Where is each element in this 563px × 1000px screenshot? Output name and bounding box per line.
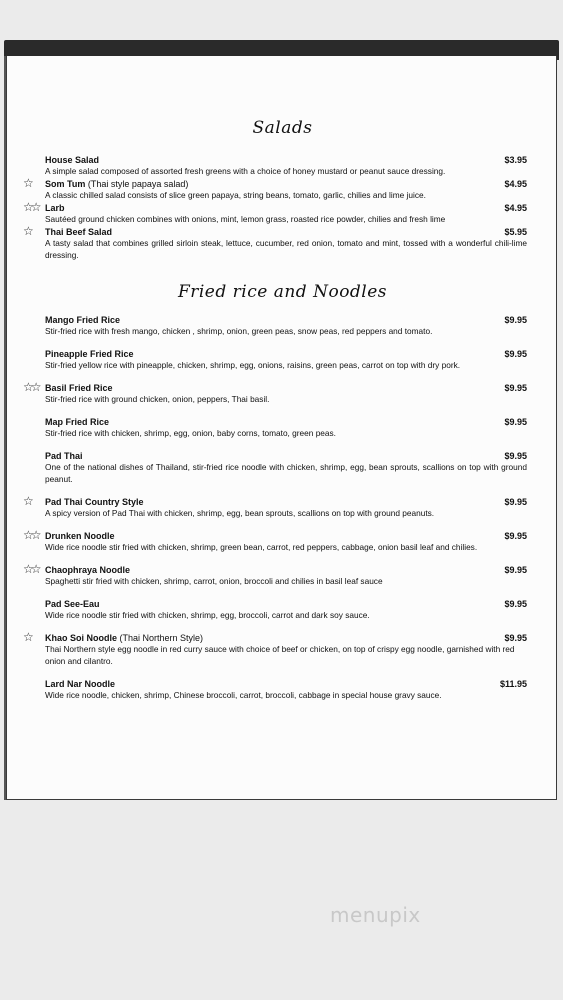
item-description: Wide rice noodle, chicken, shrimp, Chinese broccoli, carrot, broccoli, cabbage in special house gravy sauce.: [45, 690, 442, 700]
item-description: Wide rice noodle stir fried with chicken, shrimp, green bean, carrot, red peppers, cabbage, onion basil leaf and chilies.: [45, 542, 478, 552]
item-name: Thai Beef Salad: [45, 227, 113, 237]
item-subtitle: (Thai Northern Style): [117, 633, 204, 643]
menu-item: [23, 224, 527, 261]
menu-item: [23, 528, 527, 554]
menu-item: [23, 630, 527, 667]
menu-item: [45, 154, 527, 178]
item-description: One of the national dishes of Thailand, stir-fried rice noodle with chicken, shrimp, egg, bean sprouts, scallions on top with ground peanut.: [45, 462, 527, 484]
menu-item: [45, 416, 527, 440]
item-price: $5.95: [504, 227, 527, 237]
item-description: Stir-fried rice with fresh mango, chicken , shrimp, onion, green peas, snow peas, red peppers and tomato.: [45, 326, 433, 336]
item-name: Pad Thai Country Style: [45, 497, 144, 507]
item-name: Pad Thai: [45, 451, 83, 461]
star-outline-icon: ☆: [23, 494, 31, 508]
item-price: $9.95: [504, 383, 527, 393]
menu-item: [23, 176, 527, 202]
menu-item: [45, 598, 527, 622]
item-description: A spicy version of Pad Thai with chicken, shrimp, egg, bean sprouts, scallions on top with ground peanuts.: [45, 508, 435, 518]
menu-item: [45, 678, 527, 702]
watermark-logo: menupix: [330, 903, 421, 927]
item-name: House Salad: [45, 155, 100, 165]
item-price: $11.95: [499, 679, 527, 689]
menu-item: [45, 450, 527, 485]
item-description: Thai Northern style egg noodle in red curry sauce with choice of beef or chicken, on top of crispy egg noodle, garnished with red onion and cilantro.: [45, 644, 515, 666]
item-price: $9.95: [504, 599, 527, 609]
menu-item: [23, 380, 527, 406]
star-outline-icon: ☆☆: [23, 528, 39, 542]
item-name: Mango Fried Rice: [45, 315, 121, 325]
item-description: Stir-fried yellow rice with pineapple, chicken, shrimp, egg, onions, raisins, green peas, carrot on top with dry pork.: [45, 360, 461, 370]
item-price: $9.95: [504, 531, 527, 541]
item-description: Wide rice noodle stir fried with chicken, shrimp, egg, broccoli, carrot and dark soy sauce.: [45, 610, 370, 620]
item-description: A classic chilled salad consists of slice green papaya, string beans, tomato, garlic, chilies and lime juice.: [45, 190, 426, 200]
item-description: A tasty salad that combines grilled sirloin steak, lettuce, cucumber, red onion, tomato and mint, tossed with a wonderful chili-lime dressing.: [45, 238, 527, 260]
item-name: Drunken Noodle: [45, 531, 115, 541]
star-outline-icon: ☆: [23, 224, 31, 238]
item-name: Khao Soi Noodle: [45, 633, 117, 643]
fried-rice-noodles-title: Fried rice and Noodles: [177, 282, 388, 302]
item-name: Basil Fried Rice: [45, 383, 113, 393]
item-description: A simple salad composed of assorted fresh greens with a choice of honey mustard or peanut sauce dressing.: [45, 166, 446, 176]
item-name: Pad See-Eau: [45, 599, 100, 609]
menu-item: [23, 200, 527, 226]
item-name: Chaophraya Noodle: [45, 565, 131, 575]
item-subtitle: (Thai style papaya salad): [85, 179, 189, 189]
star-outline-icon: ☆☆: [23, 380, 39, 394]
item-price: $9.95: [504, 565, 527, 575]
item-name: Lard Nar Noodle: [45, 679, 116, 689]
item-price: $9.95: [504, 633, 527, 643]
menu-item: [45, 314, 527, 338]
star-outline-icon: ☆☆: [23, 200, 39, 214]
item-description: Stir-fried rice with ground chicken, onion, peppers, Thai basil.: [45, 394, 270, 404]
item-price: $9.95: [504, 349, 527, 359]
star-outline-icon: ☆: [23, 630, 31, 644]
item-price: $4.95: [504, 203, 527, 213]
menu-item: [45, 348, 527, 372]
item-description: Spaghetti stir fried with chicken, shrimp, carrot, onion, broccoli and chilies in basil leaf sauce: [45, 576, 383, 586]
salads-title: Salads: [252, 118, 313, 138]
item-price: $4.95: [504, 179, 527, 189]
star-outline-icon: ☆: [23, 176, 31, 190]
item-price: $3.95: [504, 155, 527, 165]
menu-item: [23, 562, 527, 588]
star-outline-icon: ☆☆: [23, 562, 39, 576]
menu-item: [23, 494, 527, 520]
item-price: $9.95: [504, 497, 527, 507]
menu-page: [6, 56, 557, 800]
item-price: $9.95: [504, 451, 527, 461]
item-name: Larb: [45, 203, 65, 213]
item-name: Map Fried Rice: [45, 417, 110, 427]
item-price: $9.95: [504, 417, 527, 427]
item-description: Stir-fried rice with chicken, shrimp, egg, onion, baby corns, tomato, green peas.: [45, 428, 336, 438]
item-name: Pineapple Fried Rice: [45, 349, 134, 359]
item-description: Sautéed ground chicken combines with onions, mint, lemon grass, roasted rice powder, chilies and fresh lime: [45, 214, 446, 224]
item-name: Som Tum: [45, 179, 86, 189]
item-price: $9.95: [504, 315, 527, 325]
